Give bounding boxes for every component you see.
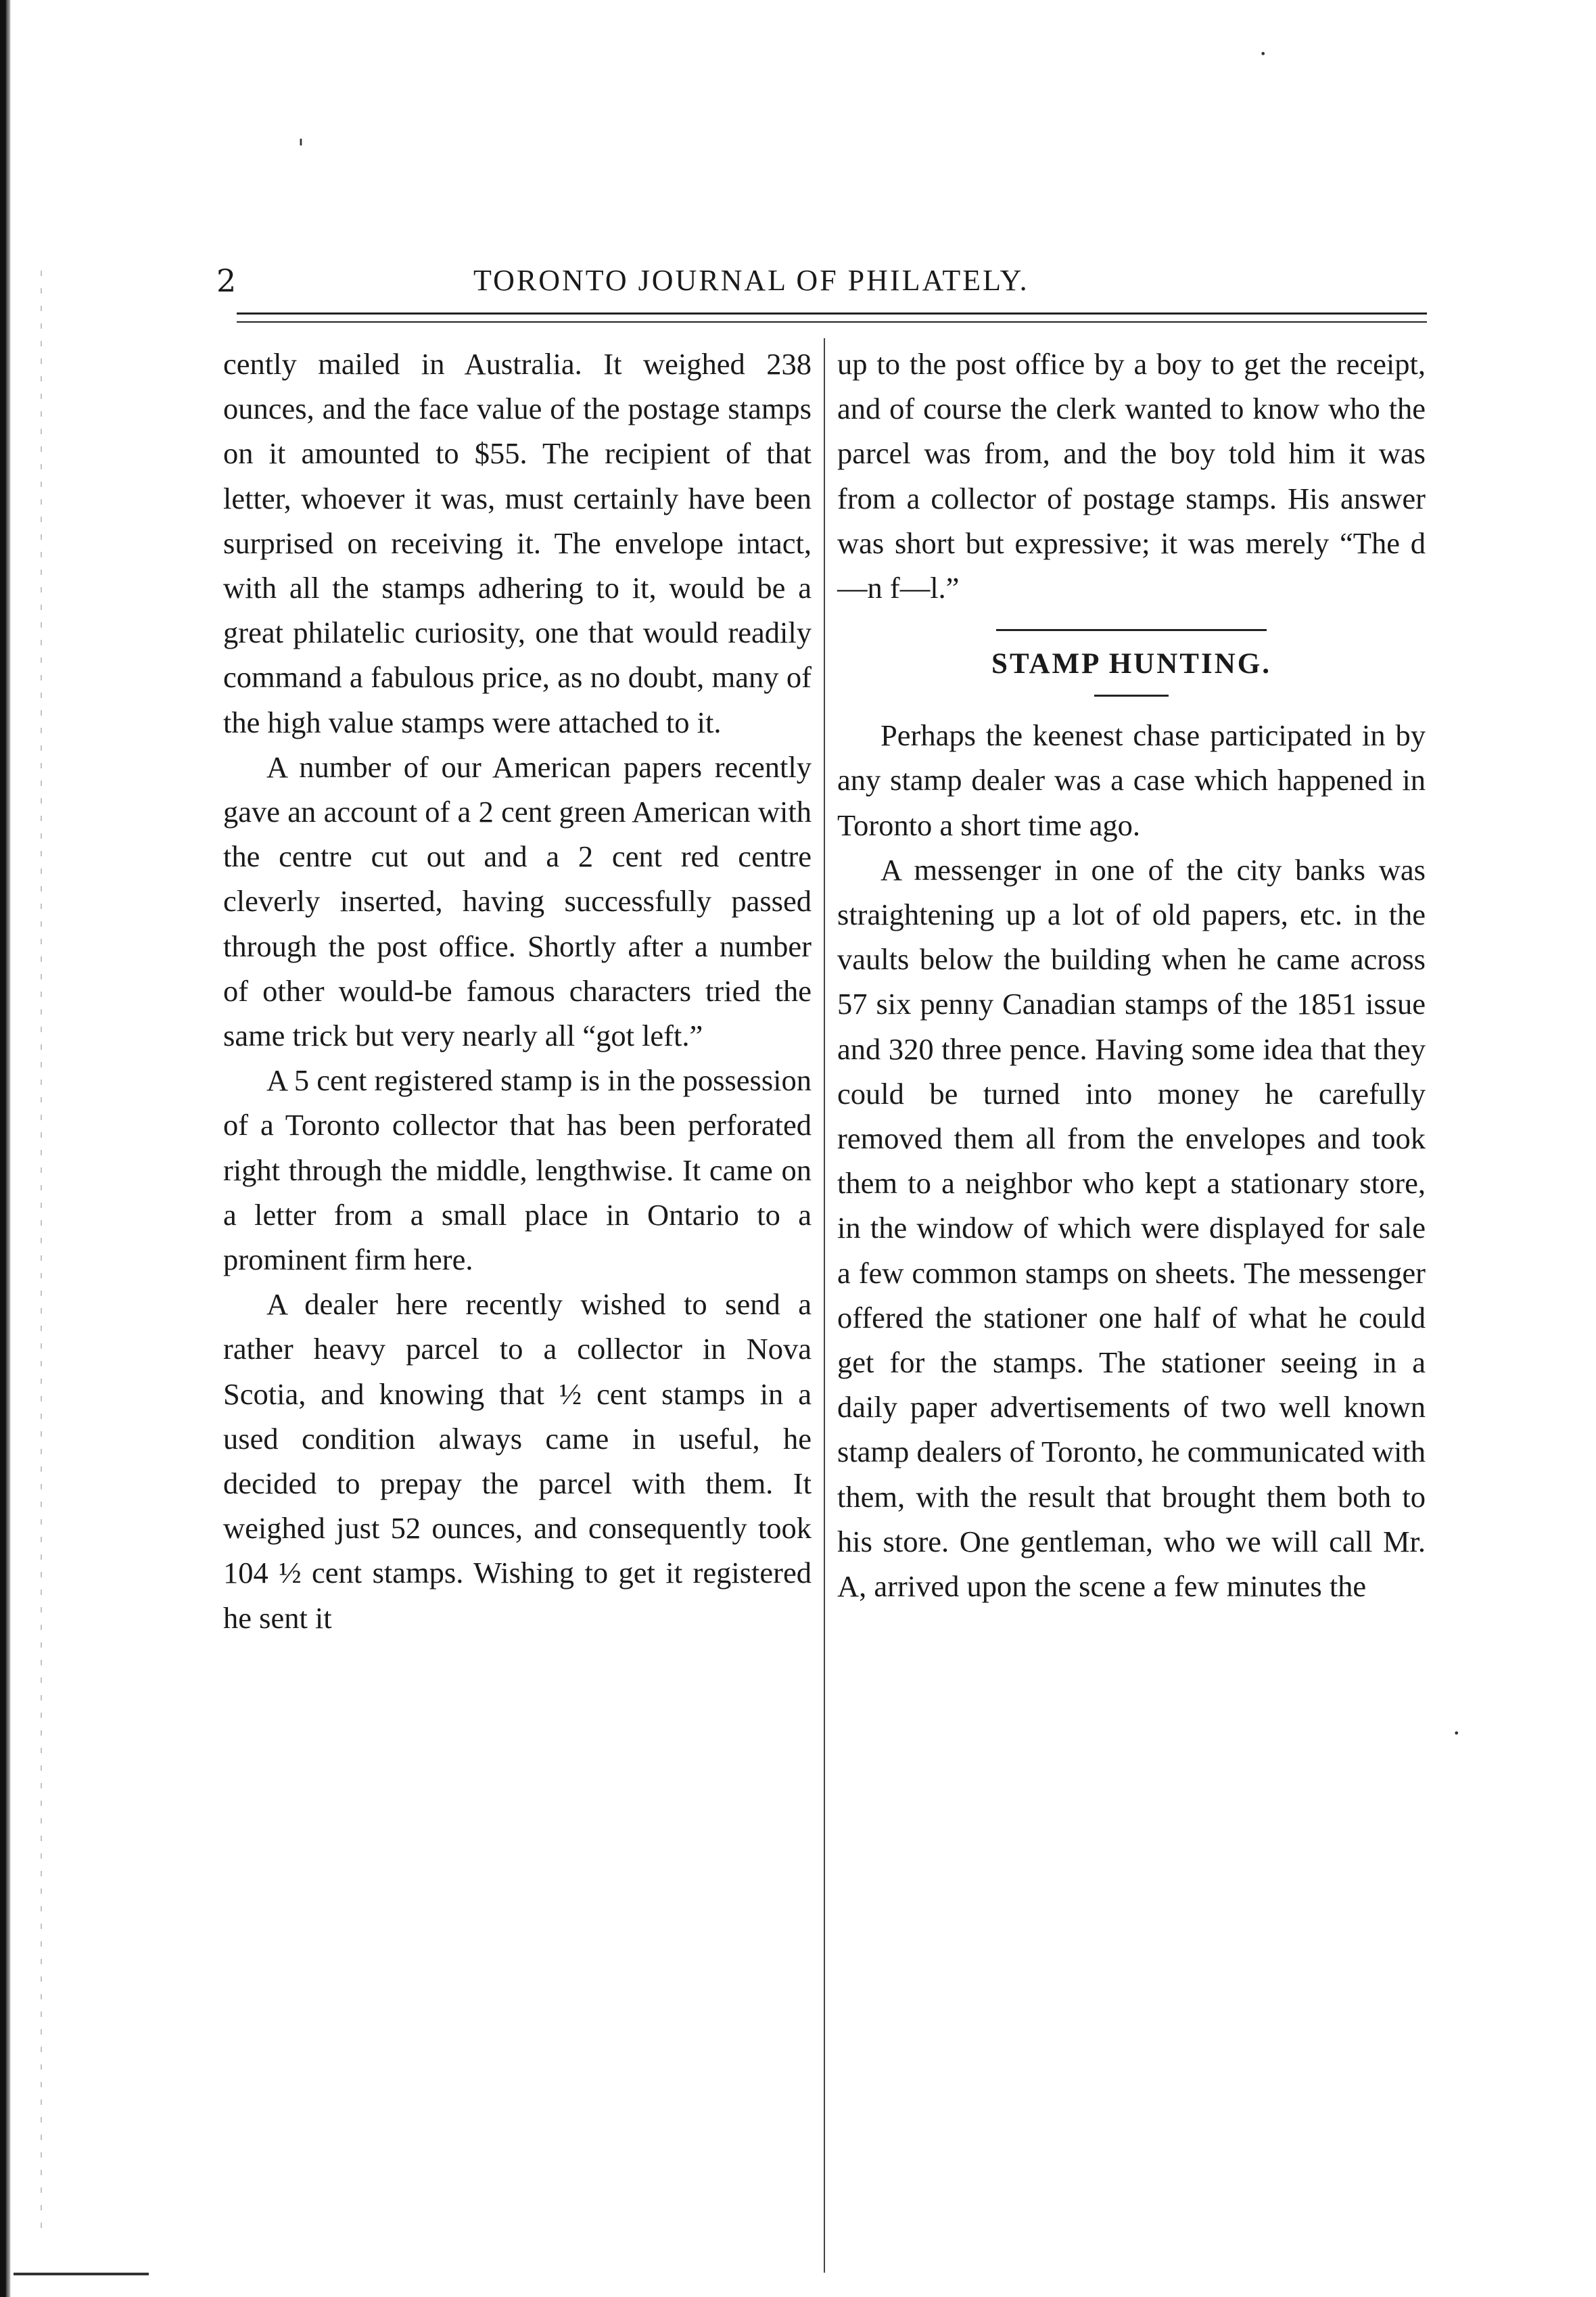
right-column xyxy=(837,342,1426,1608)
right-paragraph-2: A messenger in one of the city banks was straightening up a lot of old papers, etc. in the vaults below the building when he came across 57 six penny Canadian stamps of the 1851 issue and 320 three pence. Having some idea that they could be turned into money he carefully removed them all from the envelopes and took them to a neighbor who kept a stationary store, in the window of which were displayed for sale a few common stamps on sheets. The messenger offered the stationer one half of what he could get for the stamps. The stationer seeing in a daily paper advertisements of two well known stamp dealers of Toronto, he communicated with them, with the result that brought them both to his store. One gentleman, who we will call Mr. A, arrived upon the scene a few minutes the xyxy=(837,852,1426,1604)
header-rule xyxy=(237,312,1427,323)
page-corner-rule xyxy=(14,2273,149,2275)
section-rule-top xyxy=(996,629,1267,631)
left-paragraph-1: cently mailed in Australia. It weighed 238 ounces, and the face value of the postage stamps on it amounted to $55. The recipient of that letter, whoever it was, must certainly have been surprised on receiving it. The envelope intact, with all the stamps adhering to it, would be a great philatelic curiosity, one that would readily command a fabulous price, as no doubt, many of the high value stamps were attached to it. xyxy=(223,347,812,739)
stray-dot-mark: . xyxy=(1453,1713,1461,1740)
page-header xyxy=(216,260,1427,301)
left-paragraph-2: A number of our American papers recently gave an account of a 2 cent green American with the centre cut out and a 2 cent red centre cleverly inserted, having successfully passed through the post office. Shortly after a number of other would-be famous characters tried the same trick but very nearly all “got left.” xyxy=(223,749,812,1053)
stray-dot-mark: · xyxy=(1259,41,1267,68)
binding-dotted-margin xyxy=(41,271,42,2232)
section-heading: STAMP HUNTING. xyxy=(991,648,1271,680)
column-divider xyxy=(824,338,825,2273)
section-rule-bottom xyxy=(1094,695,1169,697)
page-binding-edge xyxy=(0,0,11,2297)
right-paragraph-1: Perhaps the keenest chase participated in by any stamp dealer was a case which happened in Toronto a short time ago. xyxy=(837,718,1426,842)
left-paragraph-4: A dealer here recently wished to send a rather heavy parcel to a collector in Nova Scotia, and knowing that ½ cent stamps in a used condition always came in useful, he decided to prepay the parcel with them. It weighed just 52 ounces, and consequently took 104 ½ cent stamps. Wishing to get it registered he sent it xyxy=(223,1287,812,1635)
stray-tick-mark: ' xyxy=(298,135,304,163)
left-paragraph-3: A 5 cent registered stamp is in the possession of a Toronto collector that has been perforated right through the middle, lengthwise. It came on a letter from a small place in Ontario to a prominent firm here. xyxy=(223,1063,812,1277)
left-column xyxy=(223,342,812,1640)
page-number: 2 xyxy=(216,262,237,299)
right-intro-paragraph: up to the post office by a boy to get the receipt, and of course the clerk wanted to know who the parcel was from, and the boy told him it was from a collector of postage stamps. His answer was short but expressive; it was merely “The d—n f—l.” xyxy=(837,347,1426,605)
running-title: TORONTO JOURNAL OF PHILATELY. xyxy=(473,264,1029,297)
